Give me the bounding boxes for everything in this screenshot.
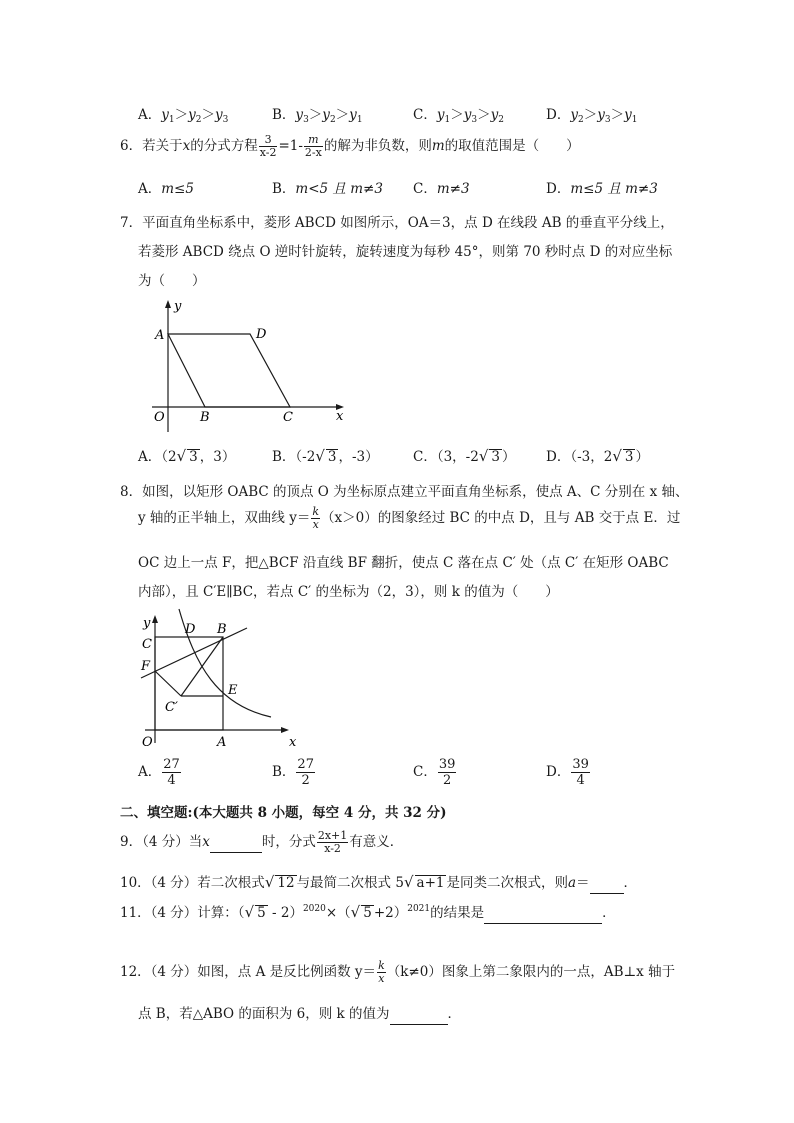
q7-line3: 为（ ） [138,273,206,289]
q5-option-b[interactable]: B．$y_3>y_2>y_1$ [272,107,363,125]
q10-answer-blank[interactable] [590,877,624,894]
q8-option-a[interactable]: A． $\frac{27}{4}$ [138,757,180,788]
q8-label-f: F [141,659,151,674]
q8-label-y: y [143,616,151,631]
q7-label-x: x [336,409,344,424]
q8-label-a: A [217,735,227,750]
q8-option-b[interactable]: B． $\frac{27}{2}$ [272,757,314,788]
q10-stem: 10．（4 分）若二次根式√ 12 与最简二次根式 5√ a+1 是同类二次根式，则a＝ ． [120,871,637,894]
q8-line4: 内部），且 C′E∥BC，若点 C′ 的坐标为（2，3），则 k 的值为（ ） [138,584,559,600]
q8-line2: y 轴的正半轴上，双曲线 y＝ $\frac{k}{x}$ （x＞0）的图象经过 BC 的中点 D，且与 AB 交于点 E．过 [138,505,681,531]
q8-label-d: D [185,622,196,637]
q9-answer-blank[interactable] [210,836,262,853]
q7-figure [140,296,355,436]
q6-stem: 6．若关于x的分式方程 $\frac{3}{x-2}$ =1- $\frac{m}{2-x}$ 的解为非负数，则m的取值范围是（ ） [120,133,580,159]
q7-y-arrow [165,300,171,308]
q5-option-d[interactable]: D．$y_2>y_3>y_1$ [546,107,638,125]
q8-segment-fcp [155,671,181,696]
q7-label-y: y [174,299,182,314]
q11-stem: 11．（4 分）计算：（√ 5 - 2）$^{2020}$×（√ 5 +2）$^{2021}$的结果是 ． [120,901,616,924]
q6-option-c[interactable]: C．m≠3 [413,181,470,197]
q7-option-d[interactable]: D．（-3，2√ 3 ） [546,447,649,465]
q8-x-arrow [281,727,289,733]
q6-option-a[interactable]: A．m≤5 [138,181,194,197]
q7-option-b[interactable]: B．（-2√ 3 ，-3） [272,447,379,465]
q8-line1: 8．如图，以矩形 OABC 的顶点 O 为坐标原点建立平面直角坐标系，使点 A、C 分别在 x 轴、 [120,484,689,500]
q11-answer-blank[interactable] [484,907,602,924]
q8-label-cprime: C′ [165,700,178,715]
q8-label-e: E [228,683,238,698]
q7-label-o: O [154,410,165,425]
q12-line2: 点 B，若△ABO 的面积为 6，则 k 的值为 ． [138,1002,461,1025]
q8-y-arrow [152,615,158,623]
q6-option-d[interactable]: D．m≤5 且 m≠3 [546,181,658,197]
q7-label-a: A [155,328,165,343]
q7-label-b: B [200,410,210,425]
q9-stem: 9．（4 分）当x 时，分式 $\frac{2x+1}{x-2}$ 有意义． [120,829,404,855]
q8-option-c[interactable]: C． $\frac{39}{2}$ [413,757,456,788]
q8-label-b: B [217,622,227,637]
q7-line2: 若菱形 ABCD 绕点 O 逆时针旋转，旋转速度为每秒 45°，则第 70 秒时点 D 的对应坐标 [138,244,673,260]
q8-option-d[interactable]: D． $\frac{39}{4}$ [546,757,589,788]
section-2-heading: 二、填空题:(本大题共 8 小题，每空 4 分，共 32 分) [120,805,447,821]
q7-rhombus [168,334,290,407]
q7-label-c: C [283,410,293,425]
q12-answer-blank[interactable] [390,1008,448,1025]
q8-label-c: C [142,637,152,652]
q5-option-c[interactable]: C．$y_1>y_3>y_2$ [413,107,504,125]
q12-line1: 12．（4 分）如图，点 A 是反比例函数 y＝ $\frac{k}{x}$ （k≠0）图象上第二象限内的一点，AB⊥x 轴于 [120,959,676,985]
q7-option-c[interactable]: C．（3，-2√ 3 ） [413,447,516,465]
q6-option-b[interactable]: B．m<5 且 m≠3 [272,181,383,197]
q8-line3: OC 边上一点 F，把△BCF 沿直线 BF 翻折，使点 C 落在点 C′ 处（点 C′ 在矩形 OABC [138,555,669,571]
q8-label-o: O [142,735,153,750]
q5-option-a[interactable]: A．$y_1>y_2>y_3$ [138,107,229,125]
q7-option-a[interactable]: A．（2√ 3 ，3） [138,447,236,465]
q7-label-d: D [256,327,267,342]
q8-label-x: x [289,735,297,750]
q8-figure [135,605,305,755]
q7-line1: 7．平面直角坐标系中，菱形 ABCD 如图所示，OA＝3，点 D 在线段 AB 的垂直平分线上， [120,215,674,231]
